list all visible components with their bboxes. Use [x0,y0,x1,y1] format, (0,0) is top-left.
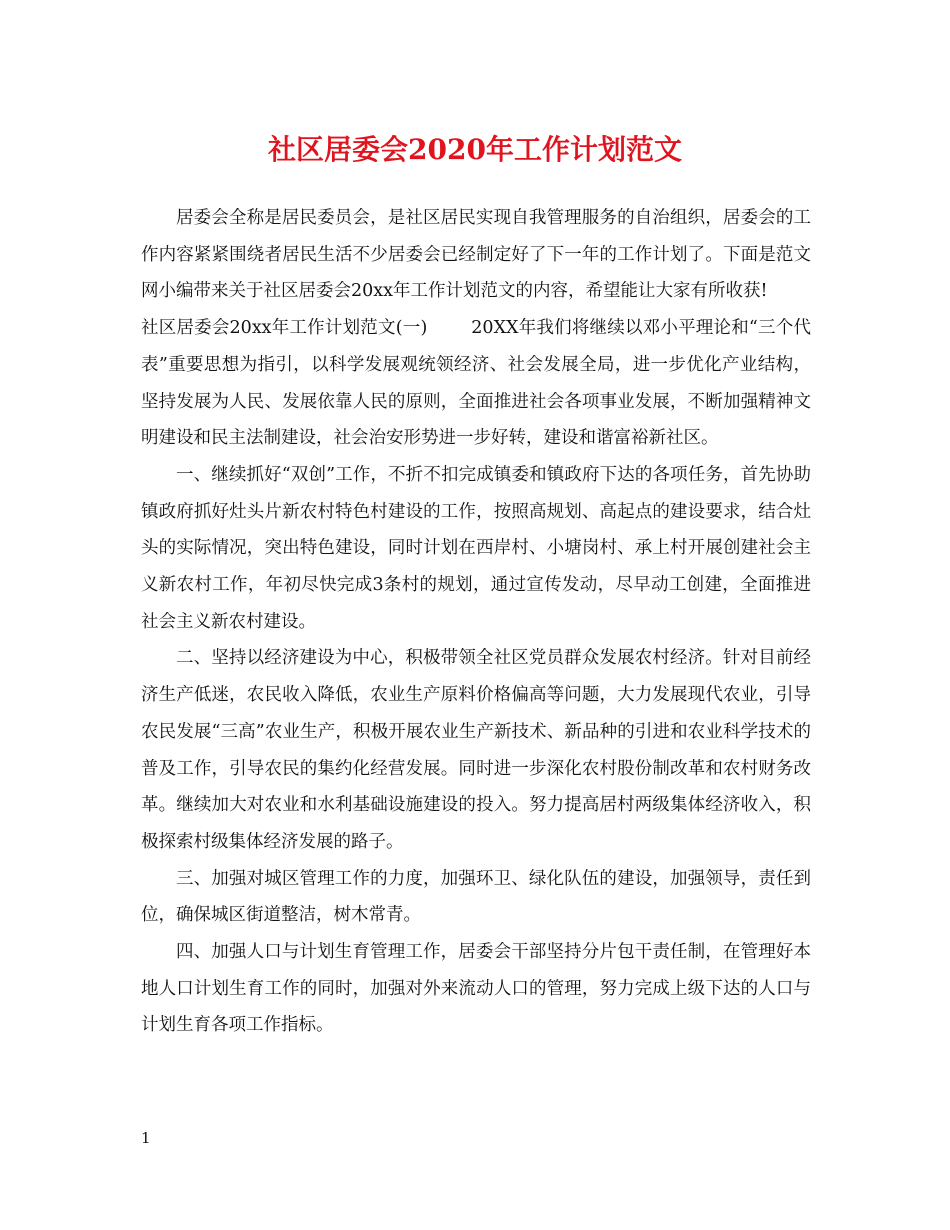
section-paragraph [141,310,811,457]
document-title: 社区居委会2020年工作计划范文 [268,133,682,166]
paragraph-3: 三、加强对城区管理工作的力度，加强环卫、绿化队伍的建设，加强领导，责任到位，确保城区街道整洁，树木常青。 [141,868,811,926]
document-body [141,200,811,1044]
paragraph-1: 一、继续抓好“双创”工作，不折不扣完成镇委和镇政府下达的各项任务，首先协助镇政府抓好灶头片新农村特色村建设的工作，按照高规划、高起点的建设要求，结合灶头的实际情况，突出特色建设，同时计划在西岸村、小塘岗村、承上村开展创建社会主义新农村工作，年初尽快完成3条村的规划，通过宣传发动，尽早动工创建，全面推进社会主义新农村建设。 [141,464,811,632]
section-lead: 20XX年我们将继续以邓小平理论和“三个代表”重要思想为指引，以科学发展观统领经济、社会发展全局，进一步优化产业结构，坚持发展为人民、发展依靠人民的原则，全面推进社会各项事业发展，不断加强精神文明建设和民主法制建设，社会治安形势进一步好转，建设和谐富裕新社区。 [141,318,811,449]
intro-paragraph: 居委会全称是居民委员会，是社区居民实现自我管理服务的自治组织，居委会的工作内容紧紧围绕者居民生活不少居委会已经制定好了下一年的工作计划了。下面是范文网小编带来关于社区居委会20xx年工作计划范文的内容，希望能让大家有所收获! [141,208,811,302]
paragraph-2: 二、坚持以经济建设为中心，积极带领全社区党员群众发展农村经济。针对目前经济生产低迷，农民收入降低，农业生产原料价格偏高等问题，大力发展现代农业，引导农民发展“三高”农业生产，积极开展农业生产新技术、新品种的引进和农业科学技术的普及工作，引导农民的集约化经营发展。同时进一步深化农村股份制改革和农村财务改革。继续加大对农业和水利基础设施建设的投入。努力提高居村两级集体经济收入，积极探索村级集体经济发展的路子。 [141,648,811,852]
section-heading: 社区居委会20xx年工作计划范文(一) [141,318,428,339]
page-number: 1 [141,1129,151,1147]
paragraph-4: 四、加强人口与计划生育管理工作，居委会干部坚持分片包干责任制，在管理好本地人口计划生育工作的同时，加强对外来流动人口的管理，努力完成上级下达的人口与计划生育各项工作指标。 [141,942,811,1036]
